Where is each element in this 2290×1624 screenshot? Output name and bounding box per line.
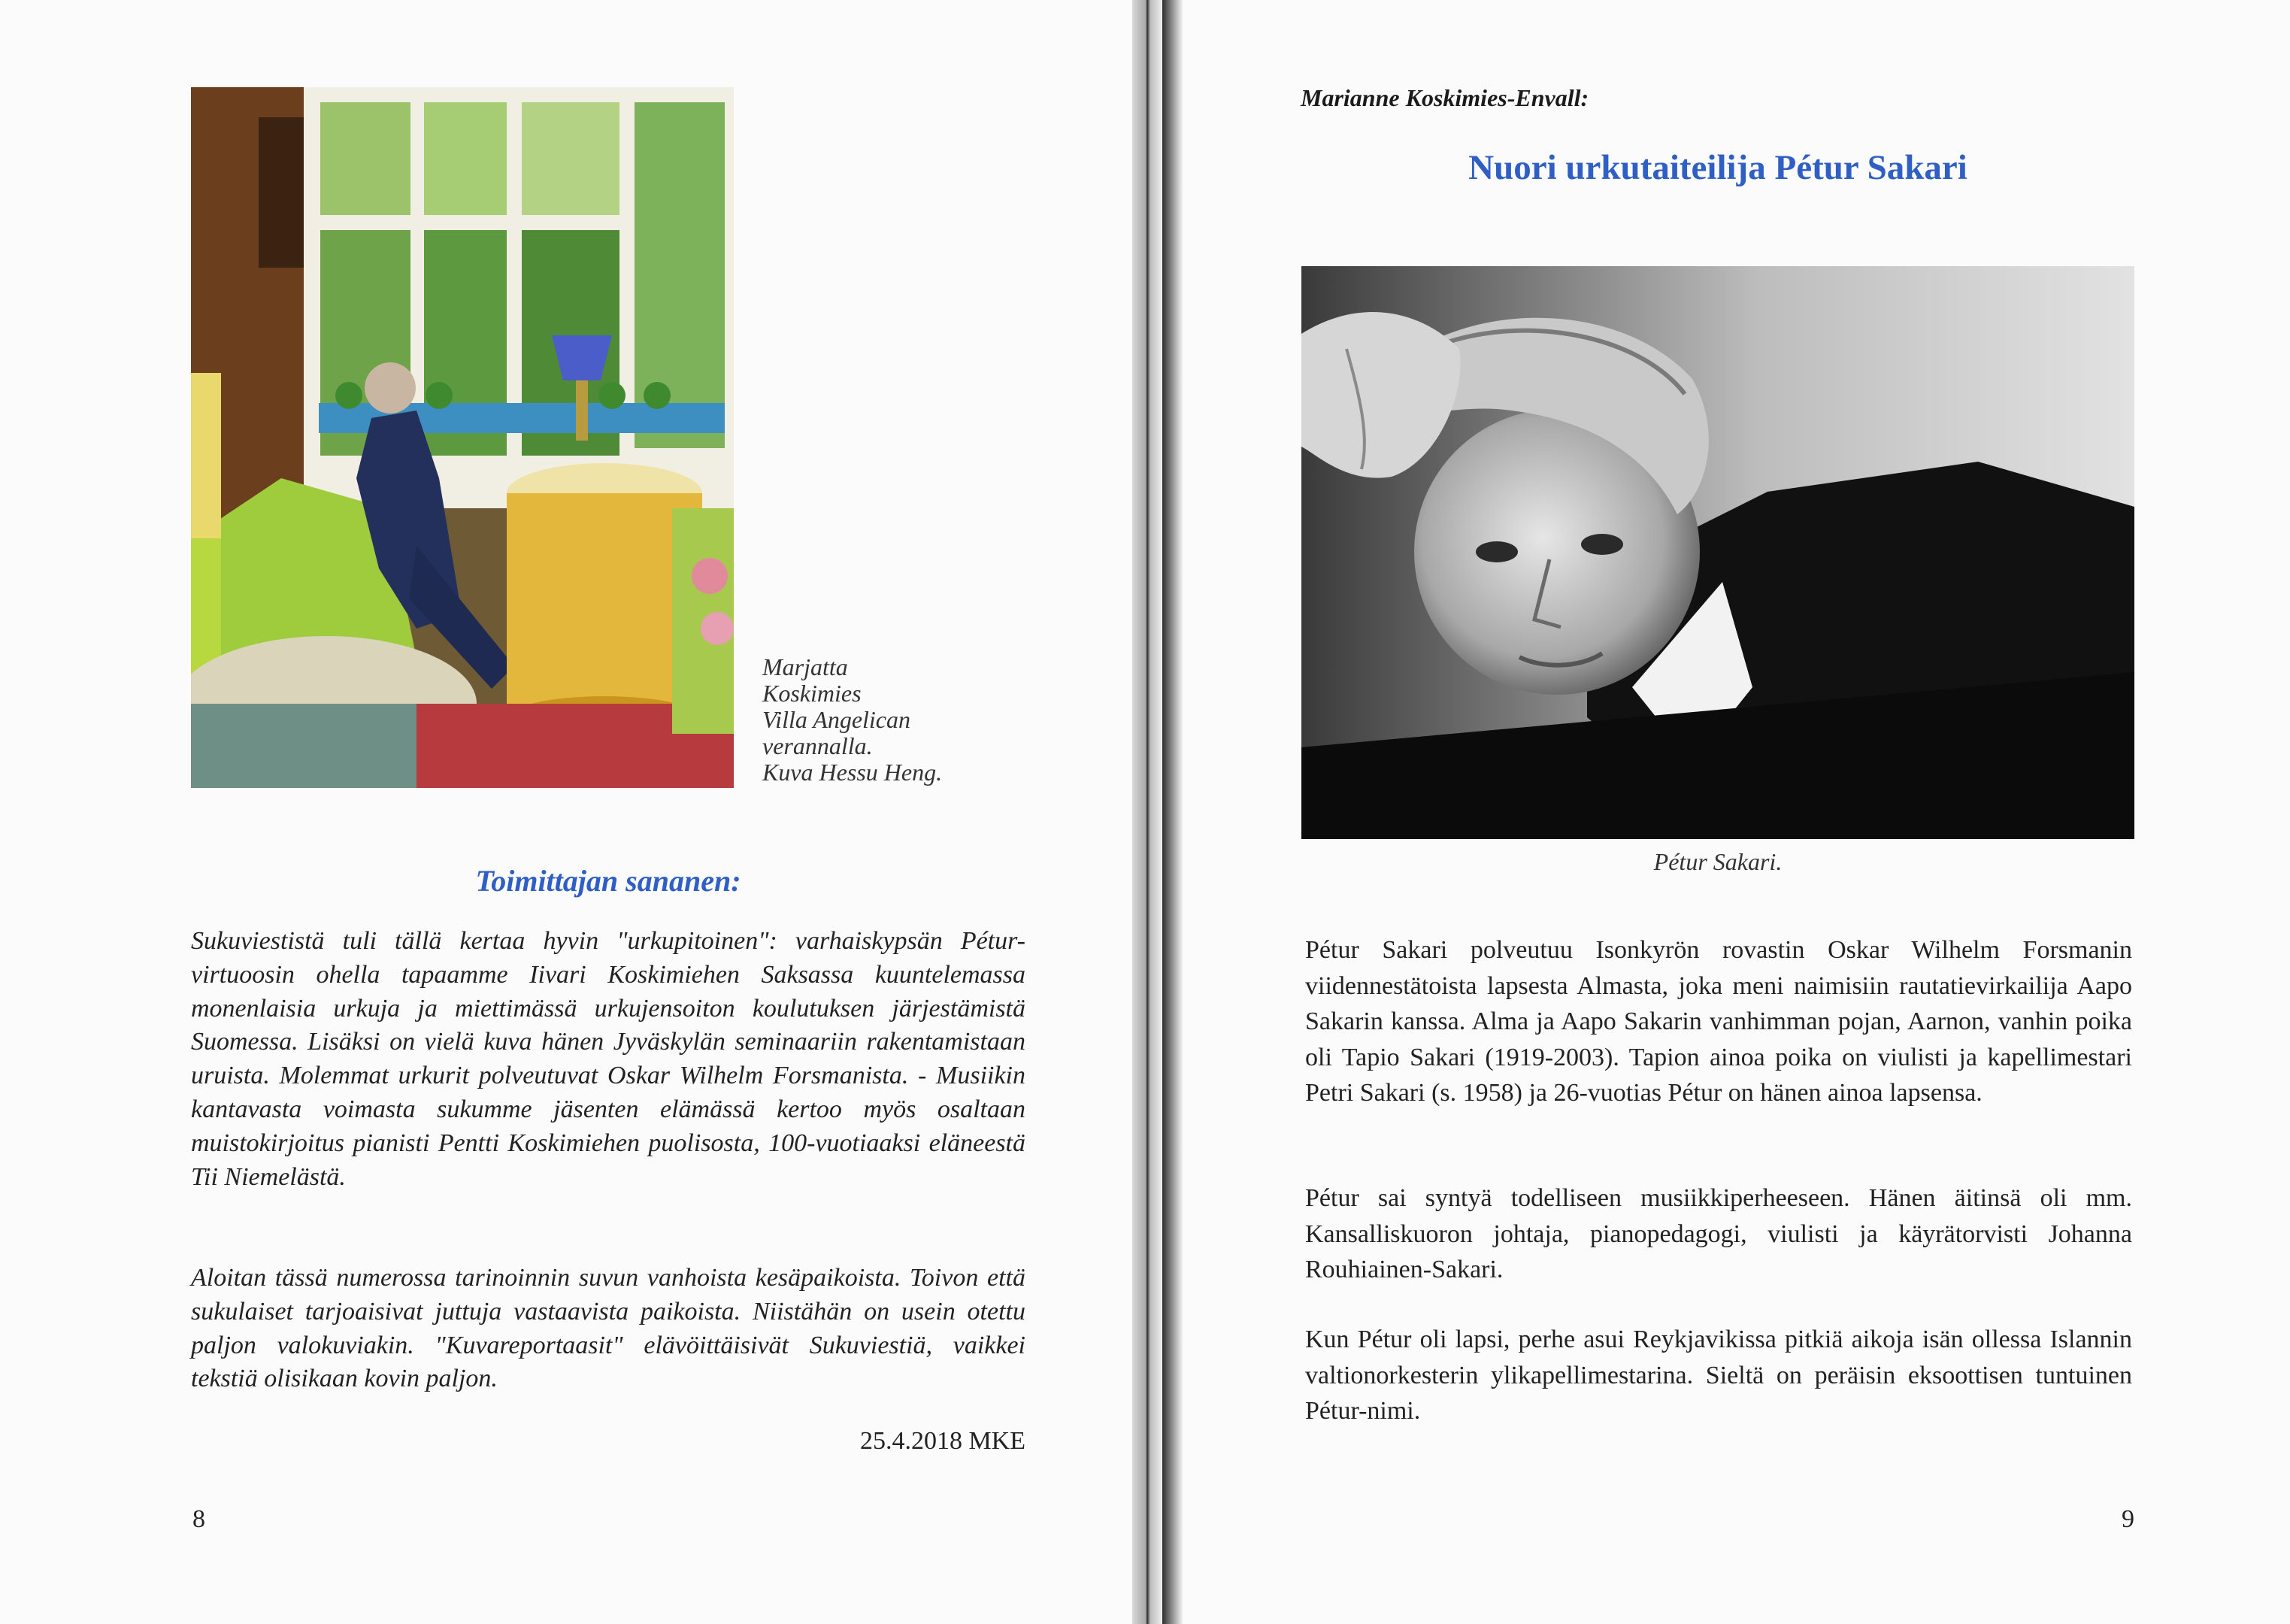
photo-caption-villa	[762, 654, 1063, 786]
gutter-shadow	[1162, 0, 1183, 1624]
photo-villa-veranda	[191, 87, 734, 788]
article-title: Nuori urkutaiteilija Pétur Sakari	[1468, 148, 1967, 187]
photo-portrait-petur	[1301, 266, 2134, 839]
page-number: 9	[2122, 1505, 2134, 1533]
caption-line: Marjatta	[762, 653, 848, 680]
editor-paragraph: Sukuviestistä tuli tällä kertaa hyvin "urkupitoinen": varhaiskypsän Pétur-virtuoosin ohella tapaamme Iivari Koskimiehen Saksassa kuuntelemassa monenlaisia urkuja ja miettimässä urkujensoiton koulutuksen järjestämistä Suomessa. Lisäksi on vielä kuva hänen Jyväskylän seminaariin rakentamistaan uruista. Molemmat urkurit polveutuvat Oskar Wilhelm Forsmanista. - Musiikin kantavasta voimasta sukumme jäsenten elämässä kertoo myös osaltaan muistokirjoitus pianisti Pentti Koskimiehen puolisosta, 100-vuotiaaksi eläneestä Tii Niemelästä.	[191, 927, 1025, 1191]
page-number: 8	[192, 1505, 205, 1533]
caption-line: verannalla.	[762, 732, 873, 759]
article-paragraph: Kun Pétur oli lapsi, perhe asui Reykjavikissa pitkiä aikoja isän ollessa Islannin valtionorkesterin ylikapellimestarina. Sieltä on peräisin eksoottisen tuntuinen Pétur-nimi.	[1305, 1326, 2132, 1425]
caption-line: Villa Angelican	[762, 706, 910, 733]
left-page	[0, 0, 1132, 1624]
article-paragraph: Pétur sai syntyä todelliseen musiikkiperheeseen. Hänen äitinsä oli mm. Kansalliskuoron johtaja, pianopedagogi, viulisti ja käyrätorvisti Johanna Rouhiainen-Sakari.	[1305, 1184, 2132, 1283]
editor-paragraph: Aloitan tässä numerossa tarinoinnin suvun vanhoista kesäpaikoista. Toivon että sukulaiset tarjoaisivat juttuja vastaavista paikoista. Niistähän on usein otettu paljon valokuviakin. "Kuvareportaasit" elävöittäisivät Sukuviestiä, vaikkei tekstiä olisikaan kovin paljon.	[191, 1264, 1025, 1393]
caption-line: Kuva Hessu Heng.	[762, 759, 943, 786]
date-signature: 25.4.2018 MKE	[859, 1427, 1025, 1455]
article-author: Marianne Koskimies-Envall:	[1301, 84, 1589, 111]
book-spine	[1132, 0, 1162, 1624]
editor-heading: Toimittajan sananen:	[475, 864, 741, 898]
photo-caption-petur: Pétur Sakari.	[1653, 848, 1783, 875]
caption-line: Koskimies	[762, 680, 862, 707]
article-paragraph: Pétur Sakari polveutuu Isonkyrön rovastin Oskar Wilhelm Forsmanin viidennestätoista lapsesta Almasta, joka meni naimisiin rautatievirkailija Aapo Sakarin kanssa. Alma ja Aapo Sakarin vanhimman pojan, Aarnon, vanhin poika oli Tapio Sakari (1919-2003). Tapion ainoa poika on viulisti ja kapellimestari Petri Sakari (s. 1958) ja 26-vuotias Pétur on hänen ainoa lapsensa.	[1305, 936, 2132, 1107]
